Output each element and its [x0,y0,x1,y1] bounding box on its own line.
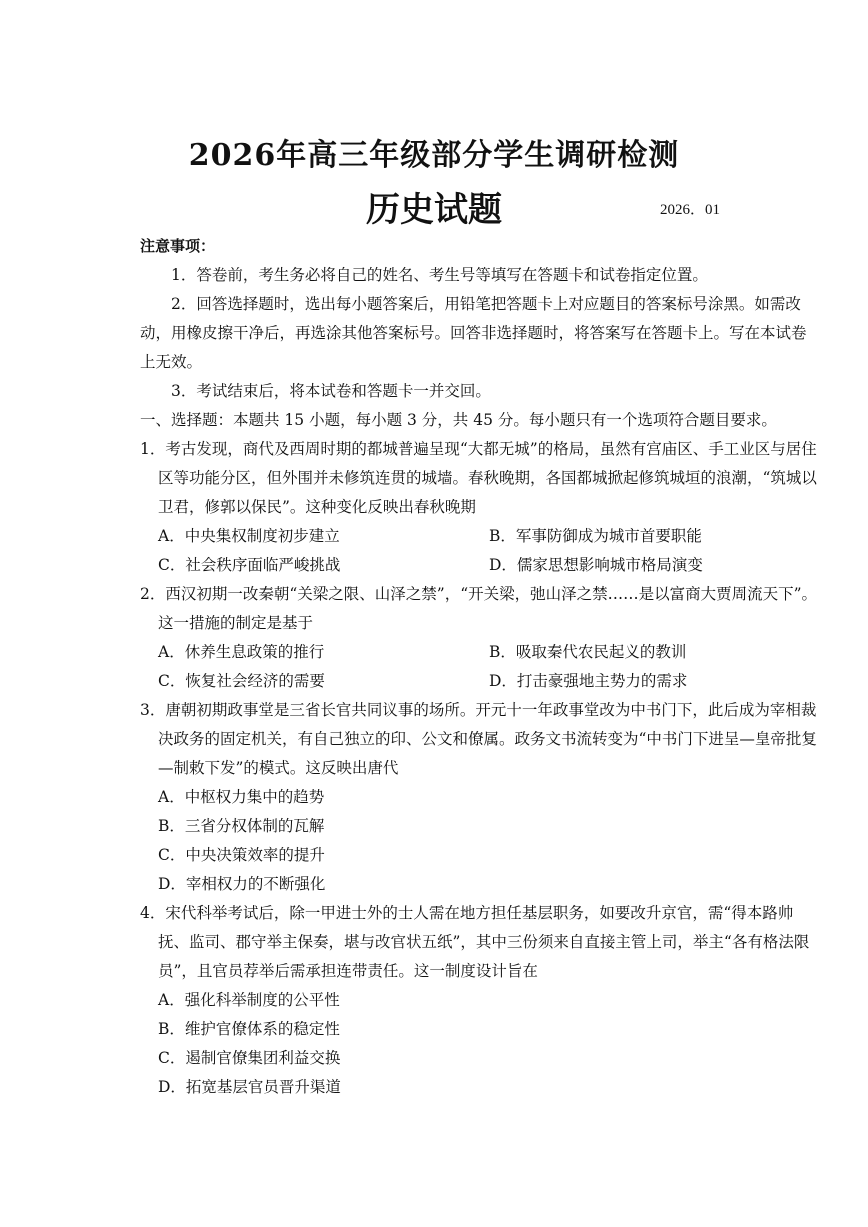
exam-date: 2026．01 [660,202,721,218]
question-3-option-a: A．中枢权力集中的趋势 [158,788,325,806]
question-2-option-d: D．打击豪强地主势力的需求 [489,672,688,690]
notice-item-1: 1．答卷前，考生务必将自己的姓名、考生号等填写在答题卡和试卷指定位置。 [171,266,708,284]
question-2-options [140,638,820,696]
question-4-stem: 4．宋代科举考试后，除一甲进士外的士人需在地方担任基层职务，如要改升京官，需“得本路帅抚、监司、郡守举主保奏，堪与改官状五纸”，其中三份须来自直接主管上司，举主“各有格法限员”，且官员荐举后需承担连带责任。这一制度设计旨在 [140,904,810,980]
question-4-option-c: C．遏制官僚集团利益交换 [158,1049,341,1067]
notice-item-3: 3．考试结束后，将本试卷和答题卡一并交回。 [171,382,491,400]
question-3-stem: 3．唐朝初期政事堂是三省长官共同议事的场所。开元十一年政事堂改为中书门下，此后成为宰相裁决政务的固定机关，有自己独立的印、公文和僚属。政务文书流转变为“中书门下进呈—皇帝批复—制敕下发”的模式。这反映出唐代 [140,701,817,777]
question-1-options [140,522,820,580]
exam-title: 2026年高三年级部分学生调研检测 [188,138,680,173]
question-2-stem: 2．西汉初期一改秦朝“关梁之限、山泽之禁”，“开关梁，弛山泽之禁……是以富商大贾周流天下”。这一措施的制定是基于 [140,585,818,632]
subject-title: 历史试题 [366,190,502,230]
section-heading: 一、选择题：本题共 15 小题，每小题 3 分，共 45 分。每小题只有一个选项符合题目要求。 [140,411,777,429]
question-4-option-a: A．强化科举制度的公平性 [158,991,340,1009]
question-2-option-a: A．休养生息政策的推行 [158,643,325,661]
question-3-option-d: D．宰相权力的不断强化 [158,875,326,893]
question-1-option-c: C．社会秩序面临严峻挑战 [158,556,341,574]
question-4-option-d: D．拓宽基层官员晋升渠道 [158,1078,341,1096]
question-1-stem: 1．考古发现，商代及西周时期的都城普遍呈现“大都无城”的格局，虽然有宫庙区、手工业区与居住区等功能分区，但外围并未修筑连贯的城墙。春秋晚期，各国都城掀起修筑城垣的浪潮，“筑城以卫君，修郭以保民”。这种变化反映出春秋晚期 [140,440,817,516]
question-1-option-d: D．儒家思想影响城市格局演变 [489,556,703,574]
notice-item-2: 2．回答选择题时，选出每小题答案后，用铅笔把答题卡上对应题目的答案标号涂黑。如需改动，用橡皮擦干净后，再选涂其他答案标号。回答非选择题时，将答案写在答题卡上。写在本试卷上无效。 [140,295,807,371]
question-3-option-b: B．三省分权体制的瓦解 [158,817,325,835]
exam-body [140,232,820,1102]
question-1-option-b: B．军事防御成为城市首要职能 [489,527,702,545]
question-4-option-b: B．维护官僚体系的稳定性 [158,1020,340,1038]
notice-heading: 注意事项： [140,237,216,255]
question-3-option-c: C．中央决策效率的提升 [158,846,325,864]
question-2-option-b: B．吸取秦代农民起义的教训 [489,643,687,661]
question-1-option-a: A．中央集权制度初步建立 [158,527,340,545]
question-2-option-c: C．恢复社会经济的需要 [158,672,325,690]
